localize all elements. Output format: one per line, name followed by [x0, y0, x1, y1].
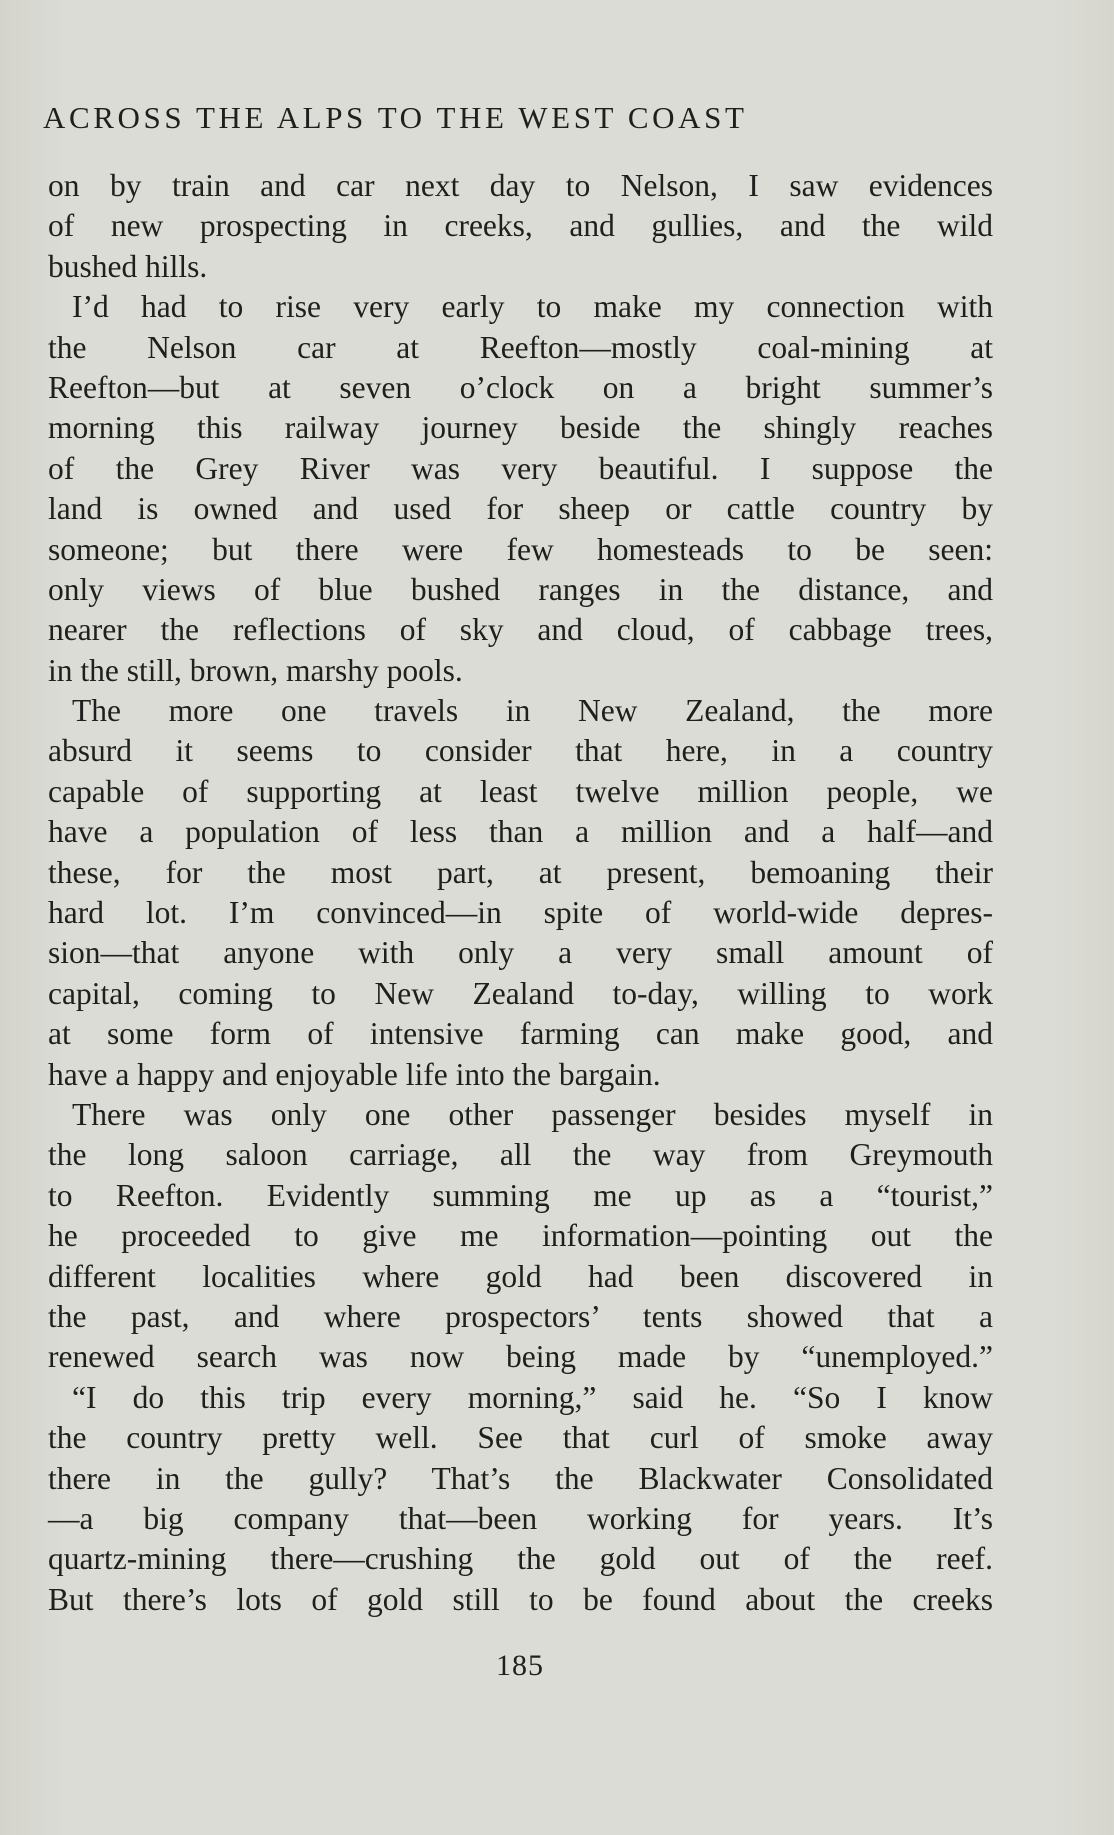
- text-line: the past, and where prospectors’ tents showed that a: [48, 1298, 993, 1334]
- text-line: The more one travels in New Zealand, the more: [72, 693, 993, 729]
- text-line: land is owned and used for sheep or cattle country by: [48, 491, 993, 527]
- text-line: the Nelson car at Reefton—mostly coal-mining at: [48, 329, 993, 365]
- body-text: [48, 166, 993, 1620]
- text-line: he proceeded to give me information—pointing out the: [48, 1218, 993, 1254]
- text-line: Reefton—but at seven o’clock on a bright summer’s: [48, 369, 993, 405]
- text-line: someone; but there were few homesteads to be seen:: [48, 531, 993, 567]
- text-line: of the Grey River was very beautiful. I suppose the: [48, 450, 993, 486]
- text-line: only views of blue bushed ranges in the distance, and: [48, 571, 993, 607]
- text-line: the country pretty well. See that curl of smoke away: [48, 1420, 993, 1456]
- text-line: have a population of less than a million and a half—and: [48, 814, 993, 850]
- text-line: I’d had to rise very early to make my connection with: [72, 289, 993, 325]
- text-line: of new prospecting in creeks, and gullies, and the wild: [48, 208, 993, 244]
- text-line: sion—that anyone with only a very small amount of: [48, 935, 993, 971]
- text-line: have a happy and enjoyable life into the bargain.: [48, 1056, 661, 1092]
- text-line: There was only one other passenger besides myself in: [72, 1096, 993, 1132]
- text-line: quartz-mining there—crushing the gold out of the reef.: [48, 1541, 993, 1577]
- text-line: to Reefton. Evidently summing me up as a “tourist,”: [48, 1177, 993, 1213]
- text-line: in the still, brown, marshy pools.: [48, 652, 463, 688]
- running-head: ACROSS THE ALPS TO THE WEST COAST: [43, 100, 748, 135]
- text-line: hard lot. I’m convinced—in spite of world-wide depres-: [48, 895, 993, 931]
- text-line: renewed search was now being made by “unemployed.”: [48, 1339, 993, 1375]
- text-line: at some form of intensive farming can make good, and: [48, 1016, 993, 1052]
- page-number: 185: [496, 1649, 544, 1682]
- text-line: absurd it seems to consider that here, in a country: [48, 733, 993, 769]
- text-line: different localities where gold had been discovered in: [48, 1258, 993, 1294]
- text-line: bushed hills.: [48, 248, 208, 284]
- text-line: there in the gully? That’s the Blackwater Consolidated: [48, 1460, 993, 1496]
- text-line: —a big company that—been working for years. It’s: [48, 1500, 993, 1536]
- text-line: on by train and car next day to Nelson, I saw evidences: [48, 168, 993, 203]
- text-line: morning this railway journey beside the shingly reaches: [48, 410, 993, 446]
- text-line: capital, coming to New Zealand to-day, willing to work: [48, 975, 993, 1011]
- text-line: capable of supporting at least twelve million people, we: [48, 773, 993, 809]
- text-line: the long saloon carriage, all the way from Greymouth: [48, 1137, 993, 1173]
- text-line: these, for the most part, at present, bemoaning their: [48, 854, 993, 890]
- text-line: “I do this trip every morning,” said he. “So I know: [72, 1379, 993, 1415]
- text-line: nearer the reflections of sky and cloud, of cabbage trees,: [48, 612, 993, 648]
- text-line: But there’s lots of gold still to be found about the creeks: [48, 1581, 993, 1617]
